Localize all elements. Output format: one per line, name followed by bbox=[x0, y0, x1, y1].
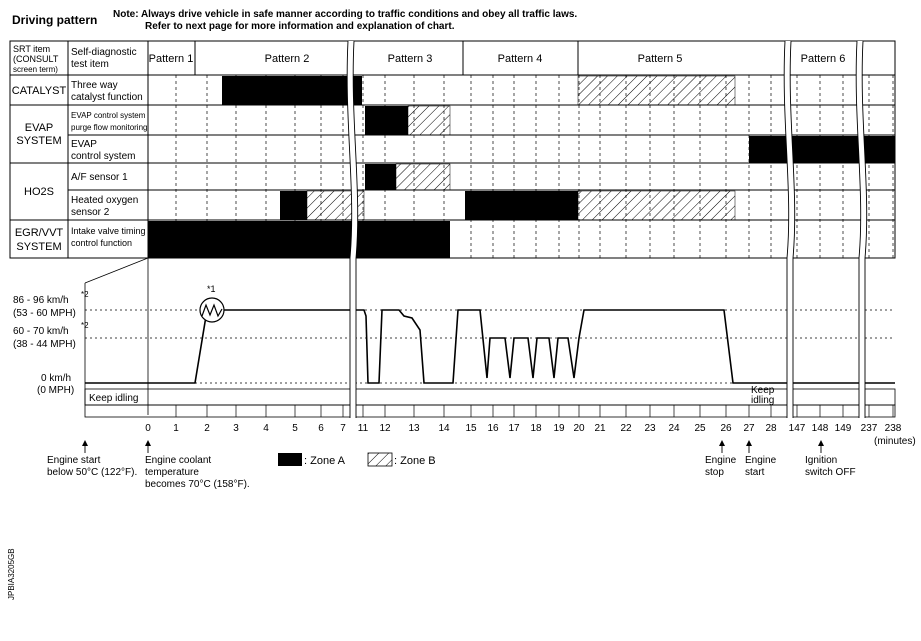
srt-header-line: (CONSULT bbox=[13, 54, 59, 64]
ignition-off-note: switch OFF bbox=[805, 467, 856, 478]
axis-tick-label: 22 bbox=[620, 423, 632, 434]
speed-mid-label: 60 - 70 km/h bbox=[13, 326, 69, 337]
annotations bbox=[47, 455, 856, 490]
group-catalyst: CATALYST bbox=[11, 85, 67, 97]
test-item-header-line: test item bbox=[71, 59, 109, 70]
engine-start2-note: Engine bbox=[745, 455, 777, 466]
axis-tick-label: 25 bbox=[694, 423, 706, 434]
axis-tick-label: 23 bbox=[644, 423, 656, 434]
axis-tick-label: 15 bbox=[465, 423, 477, 434]
axis-tick-label: 5 bbox=[292, 423, 298, 434]
zone-a-bar bbox=[749, 136, 895, 163]
axis-tick-label: 27 bbox=[743, 423, 755, 434]
speed-mid-footnote: *2 bbox=[81, 321, 89, 330]
group-egr-vvt: EGR/VVT bbox=[14, 227, 64, 239]
axis-tick-label: 11 bbox=[357, 423, 369, 434]
pattern-3-label: Pattern 3 bbox=[387, 53, 433, 65]
legend bbox=[278, 453, 436, 467]
speed-high-footnote: *2 bbox=[81, 290, 89, 299]
zone-b-bar bbox=[578, 191, 735, 220]
group-evap: EVAP bbox=[24, 122, 54, 134]
zone-a-bar bbox=[465, 191, 578, 220]
axis-tick-label: 1 bbox=[173, 423, 179, 434]
coolant-note: temperature bbox=[145, 467, 199, 478]
axis-tick-label: 6 bbox=[318, 423, 324, 434]
group-egr-vvt: SYSTEM bbox=[16, 241, 62, 253]
engine-start-note: Engine start bbox=[47, 455, 101, 466]
pattern-2-label: Pattern 2 bbox=[264, 53, 310, 65]
pattern-headers bbox=[149, 53, 846, 65]
note-line-1: Note: Always drive vehicle in safe manner according to traffic conditions and obey all traffic laws. bbox=[113, 9, 578, 20]
axis-tick-label: 24 bbox=[668, 423, 680, 434]
zone-b-bar bbox=[408, 106, 450, 135]
item-label: Heated oxygen bbox=[71, 195, 139, 206]
axis-tick-label: 12 bbox=[379, 423, 391, 434]
engine-stop-note: Engine bbox=[705, 455, 737, 466]
column-headers bbox=[13, 44, 137, 74]
axis-tick-label: 237 bbox=[860, 423, 878, 434]
item-label: Three way bbox=[71, 80, 118, 91]
ignition-off-note: Ignition bbox=[805, 455, 838, 466]
axis-tick-label: 19 bbox=[553, 423, 565, 434]
srt-header-line: SRT item bbox=[13, 44, 51, 54]
legend-zone-a-swatch bbox=[278, 453, 302, 466]
pattern-1-label: Pattern 1 bbox=[148, 53, 194, 65]
item-label: control function bbox=[71, 238, 133, 248]
axis-tick-label: 149 bbox=[834, 423, 852, 434]
legend-zone-b-label: : Zone B bbox=[394, 455, 436, 467]
speed-high-label: 86 - 96 km/h bbox=[13, 295, 69, 306]
speed-mid-mph: (38 - 44 MPH) bbox=[13, 339, 76, 350]
speed-zero-mph: (0 MPH) bbox=[37, 385, 75, 396]
engine-start2-note: start bbox=[745, 467, 765, 478]
axis-tick-label: 238 bbox=[884, 423, 902, 434]
axis-tick-label: 20 bbox=[573, 423, 585, 434]
srt-header-line: screen term) bbox=[13, 65, 58, 74]
keep-idling-right: Keep bbox=[751, 385, 775, 396]
speed-zero-label: 0 km/h bbox=[41, 373, 72, 384]
item-label: EVAP control system bbox=[71, 111, 146, 120]
axis-tick-labels bbox=[145, 423, 902, 434]
annotation-arrows bbox=[82, 440, 824, 453]
test-item-header-line: Self-diagnostic bbox=[71, 47, 137, 58]
axis-tick-label: 26 bbox=[720, 423, 732, 434]
axis-unit: (minutes) bbox=[874, 436, 916, 447]
axis-tick-label: 28 bbox=[765, 423, 777, 434]
diagram-title: Driving pattern bbox=[12, 13, 98, 27]
axis-tick-label: 17 bbox=[508, 423, 520, 434]
legend-zone-b-swatch bbox=[368, 453, 392, 466]
keep-idling-left: Keep idling bbox=[89, 393, 139, 404]
zone-a-bar bbox=[148, 221, 450, 258]
axis-tick-label: 14 bbox=[438, 423, 450, 434]
legend-zone-a-label: : Zone A bbox=[304, 455, 345, 467]
axis-tick-label: 2 bbox=[204, 423, 210, 434]
item-label: sensor 2 bbox=[71, 207, 110, 218]
side-code: JPBIA3205GB bbox=[7, 548, 16, 600]
pattern-5-label: Pattern 5 bbox=[637, 53, 683, 65]
axis-tick-label: 13 bbox=[408, 423, 420, 434]
axis-tick-label: 0 bbox=[145, 423, 151, 434]
axis-tick-label: 7 bbox=[340, 423, 346, 434]
row-labels bbox=[12, 80, 148, 253]
engine-stop-note: stop bbox=[705, 467, 724, 478]
coolant-note: Engine coolant bbox=[145, 455, 212, 466]
speed-high-mph: (53 - 60 MPH) bbox=[13, 308, 76, 319]
zone-bars bbox=[148, 76, 895, 258]
item-label: purge flow monitoring bbox=[71, 123, 148, 132]
item-label: control system bbox=[71, 151, 136, 162]
item-label: A/F sensor 1 bbox=[71, 172, 128, 183]
zone-b-bar bbox=[396, 164, 450, 190]
zone-a-bar bbox=[365, 106, 408, 135]
pattern-6-label: Pattern 6 bbox=[800, 53, 846, 65]
note-line-2: Refer to next page for more information and explanation of chart. bbox=[145, 21, 455, 32]
item-label: Intake valve timing bbox=[71, 226, 146, 236]
item-label: EVAP bbox=[71, 139, 97, 150]
axis-tick-label: 18 bbox=[530, 423, 542, 434]
marker-label: *1 bbox=[207, 284, 216, 294]
pattern-4-label: Pattern 4 bbox=[497, 53, 543, 65]
group-evap: SYSTEM bbox=[16, 135, 62, 147]
axis-tick-label: 148 bbox=[811, 423, 829, 434]
axis-tick-label: 16 bbox=[487, 423, 499, 434]
group-ho2s: HO2S bbox=[24, 186, 54, 198]
axis-tick-label: 147 bbox=[788, 423, 806, 434]
axis-tick-label: 21 bbox=[594, 423, 606, 434]
engine-start-note: below 50°C (122°F). bbox=[47, 467, 138, 478]
zone-a-bar bbox=[365, 164, 396, 190]
keep-idling-right: idling bbox=[751, 395, 775, 406]
zone-a-bar bbox=[280, 191, 307, 220]
axis-tick-label: 4 bbox=[263, 423, 269, 434]
coolant-note: becomes 70°C (158°F). bbox=[145, 479, 250, 490]
zone-a-bar bbox=[222, 76, 362, 105]
item-label: catalyst function bbox=[71, 92, 143, 103]
axis-tick-label: 3 bbox=[233, 423, 239, 434]
zone-b-bar bbox=[578, 76, 735, 105]
